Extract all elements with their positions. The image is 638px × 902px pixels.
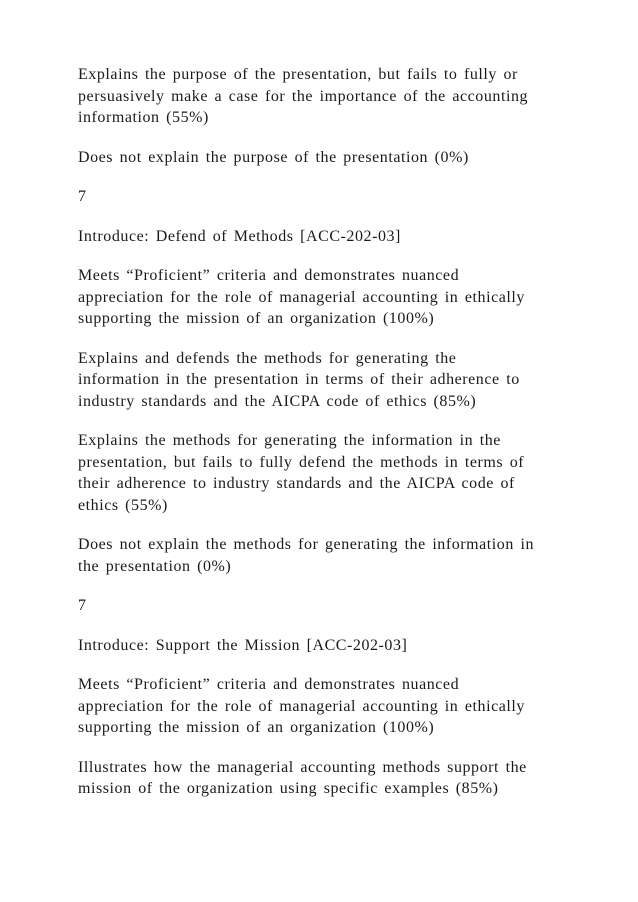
document-body <box>78 64 568 818</box>
rubric-criterion-text: Does not explain the methods for generating the information in the presentation (0%) <box>78 536 534 575</box>
page-number: 7 <box>78 188 87 205</box>
rubric-criterion-text: Explains the methods for generating the information in the presentation, but fails to fully defend the methods in terms of their adherence to industry standards and the AICPA code of ethics (55%) <box>78 432 525 514</box>
section-heading: Introduce: Defend of Methods [ACC-202-03] <box>78 227 401 245</box>
rubric-criterion-text: Does not explain the purpose of the presentation (0%) <box>78 148 469 166</box>
section-heading: Introduce: Support the Mission [ACC-202-03] <box>78 636 408 654</box>
rubric-criterion-text: Illustrates how the managerial accounting methods support the mission of the organization using specific examples (85%) <box>78 758 527 797</box>
rubric-criterion-text: Meets “Proficient” criteria and demonstrates nuanced appreciation for the role of managerial accounting in ethically supporting the mission of an organization (100%) <box>78 676 525 736</box>
rubric-criterion-text: Explains the purpose of the presentation, but fails to fully or persuasively make a case for the importance of the accounting information (55%) <box>78 66 529 126</box>
page-number: 7 <box>78 597 87 614</box>
rubric-criterion-text: Meets “Proficient” criteria and demonstrates nuanced appreciation for the role of managerial accounting in ethically supporting the mission of an organization (100%) <box>78 267 525 327</box>
rubric-criterion-text: Explains and defends the methods for generating the information in the presentation in terms of their adherence to industry standards and the AICPA code of ethics (85%) <box>78 349 520 410</box>
